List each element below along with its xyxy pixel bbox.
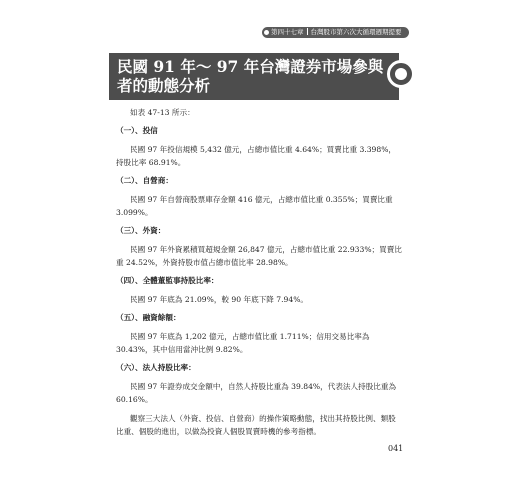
section-heading: （五）、融資餘額： [116, 313, 181, 322]
section-paragraph: 民國 97 年底為 21.09%，較 90 年底下降 7.94%。 [130, 295, 309, 304]
section-heading: （二）、自營商： [116, 176, 173, 185]
intro-paragraph: 如表 47-13 所示： [130, 108, 195, 117]
chapter-label: 第四十七章 [271, 28, 304, 36]
section-paragraph: 民國 97 年自營商股票庫存金額 416 億元，占總市值比重 0.355%；買賣比重 3.099%。 [116, 195, 393, 217]
section-paragraph: 民國 97 年外資累積買超規金額 26,847 億元，占總市值比重 22.933%；買賣比重 24.52%，外資持股市值占總市值比率 28.98%。 [116, 245, 402, 267]
section-paragraph: 民國 97 年投信規模 5,432 億元，占總市值比重 4.64%；買賣比重 3.398%，持股比率 68.91%。 [116, 145, 397, 167]
section-title [109, 53, 399, 100]
title-circle-decoration [387, 60, 415, 88]
section-paragraph: 民國 97 年證券成交金額中，自然人持股比重為 39.84%，代表法人持股比重為 60.16%。 [116, 382, 397, 404]
chapter-header-tag [262, 27, 409, 38]
section-heading: （三）、外資： [116, 226, 166, 235]
header-divider [307, 28, 308, 35]
chapter-subtitle: 台灣股市第六次大循環週期提要 [310, 28, 402, 36]
section-heading: （六）、法人持股比率： [116, 363, 196, 372]
section-heading: （一）、投信 [116, 126, 158, 135]
bullet-icon [264, 30, 269, 35]
body-content [116, 103, 402, 438]
page-number: 041 [388, 444, 404, 453]
section-title-text: 民國 91 年～ 97 年台灣證券市場參與者的動態分析 [117, 57, 384, 95]
section-paragraph: 民國 97 年底為 1,202 億元，占總市值比重 1.711%；信用交易比率為 30.43%，其中信用當沖比例 9.82%。 [116, 332, 370, 354]
section-heading: （四）、全體董監事持股比率： [116, 276, 219, 285]
closing-paragraph: 觀察三大法人（外資、投信、自營商）的操作策略動態，找出其持股比例、類股比重、個股的進出，以做為投資人個股買賣時機的參考指標。 [116, 414, 396, 436]
